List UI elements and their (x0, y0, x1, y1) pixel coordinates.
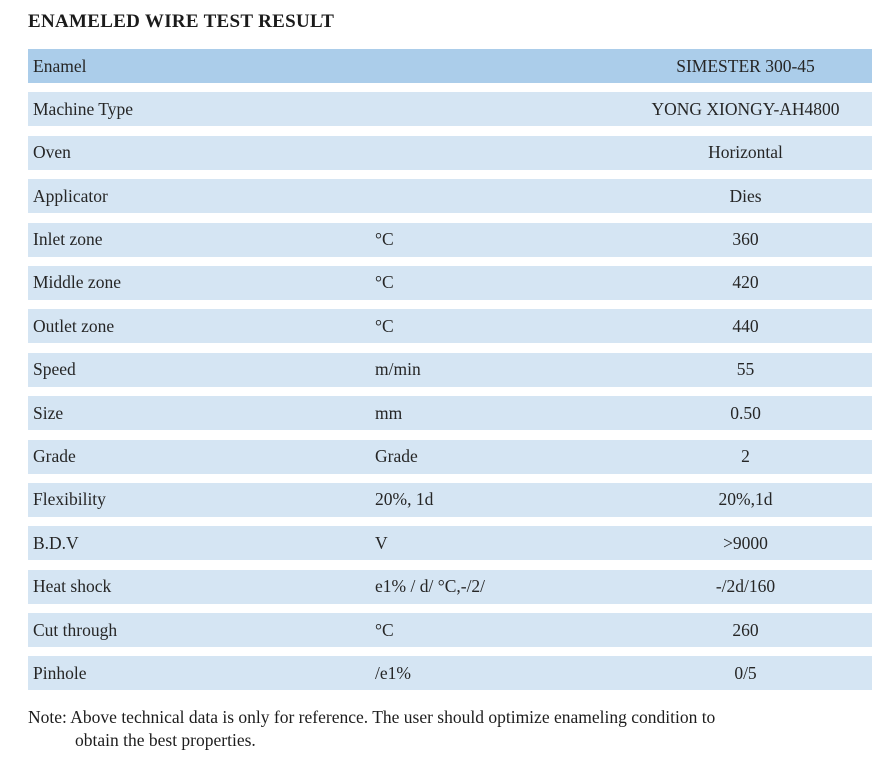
row-value: 0/5 (734, 662, 757, 683)
row-label: Enamel (33, 55, 87, 76)
footnote (28, 706, 866, 752)
row-unit: V (375, 532, 388, 553)
row-value: 0.50 (730, 402, 761, 423)
row-label: Applicator (33, 185, 108, 206)
row-value: 2 (741, 446, 750, 467)
row-unit: °C (375, 619, 394, 640)
row-value: 55 (736, 359, 755, 380)
row-value: 20%,1d (718, 489, 773, 510)
table-row (28, 179, 872, 213)
table-row (28, 396, 872, 430)
row-unit: 20%, 1d (375, 489, 434, 510)
row-unit: e1% / d/ °C,-/2/ (375, 576, 486, 597)
row-unit: Grade (375, 446, 418, 467)
row-value: YONG XIONGY-AH4800 (651, 98, 840, 119)
row-label: Grade (33, 446, 76, 467)
row-label: Heat shock (33, 576, 112, 597)
row-unit: m/min (375, 359, 421, 380)
row-label: Flexibility (33, 489, 106, 510)
row-value: >9000 (723, 532, 768, 553)
table-row (28, 353, 872, 387)
row-label: Outlet zone (33, 315, 115, 336)
table-row (28, 526, 872, 560)
table-row (28, 266, 872, 300)
row-label: Pinhole (33, 662, 87, 683)
row-value: 260 (732, 619, 759, 640)
table-row (28, 136, 872, 170)
table-row (28, 223, 872, 257)
row-value: 420 (732, 272, 759, 293)
row-unit: °C (375, 315, 394, 336)
footnote-line2: obtain the best properties. (75, 730, 256, 750)
row-value: 360 (732, 229, 759, 250)
table-row (28, 440, 872, 474)
table-row (28, 92, 872, 126)
row-value: SIMESTER 300-45 (676, 55, 815, 76)
row-label: Size (33, 402, 64, 423)
table-row (28, 613, 872, 647)
row-label: B.D.V (33, 532, 79, 553)
row-value: -/2d/160 (715, 576, 776, 597)
row-unit: /e1% (375, 662, 411, 683)
table-row (28, 483, 872, 517)
table-row (28, 309, 872, 343)
row-label: Cut through (33, 619, 118, 640)
row-label: Oven (33, 142, 71, 163)
row-unit: °C (375, 229, 394, 250)
row-value: 440 (732, 315, 759, 336)
table-row (28, 49, 872, 83)
row-value: Dies (729, 185, 762, 206)
row-unit: °C (375, 272, 394, 293)
footnote-line1: Note: Above technical data is only for reference. The user should optimize enameling condition to (28, 707, 716, 727)
row-label: Speed (33, 359, 76, 380)
row-value: Horizontal (708, 142, 783, 163)
table-row (28, 570, 872, 604)
table-row (28, 656, 872, 690)
row-unit: mm (375, 402, 403, 423)
row-label: Middle zone (33, 272, 121, 293)
row-label: Machine Type (33, 98, 134, 119)
test-result-table (28, 49, 872, 700)
page-title: ENAMELED WIRE TEST RESULT (28, 11, 335, 32)
row-label: Inlet zone (33, 229, 103, 250)
